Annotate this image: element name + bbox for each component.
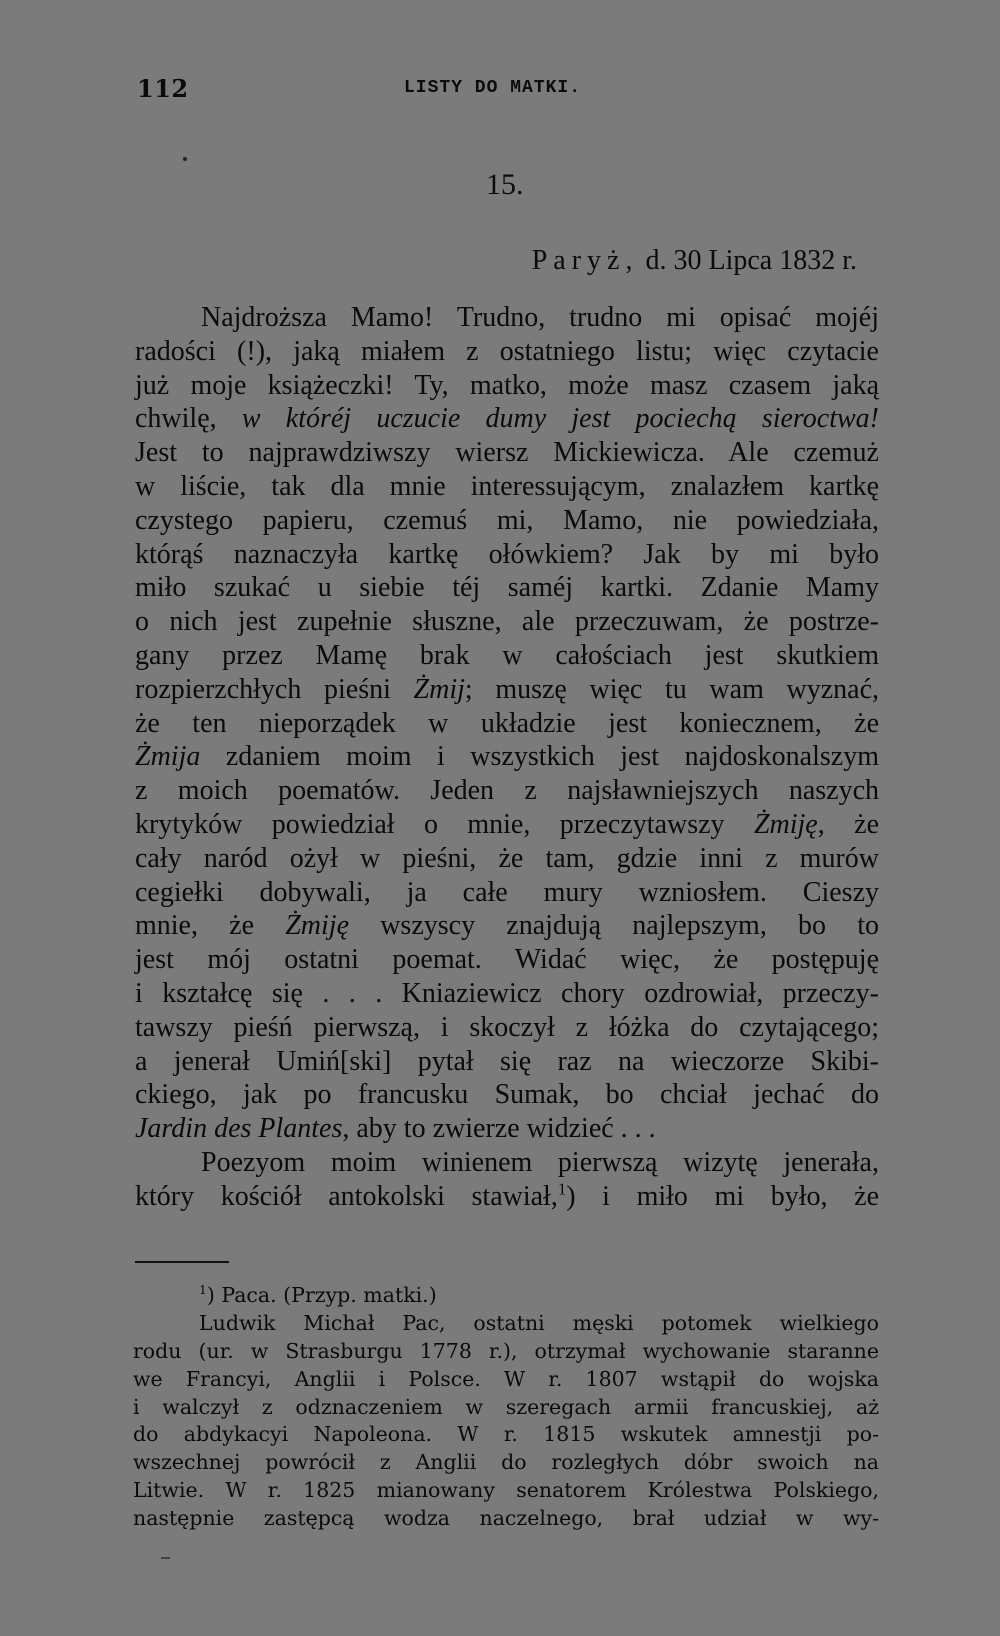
body-line	[135, 740, 879, 774]
text-segment: a jenerał Umiń[ski] pytał się raz na wieczorze Skibi-	[135, 1045, 879, 1077]
text-segment: Litwie. W r. 1825 mianowany senatorem Królestwa Polskiego,	[133, 1478, 879, 1503]
text-segment: ) i miło mi było, że	[566, 1180, 879, 1212]
text-segment: cegiełki dobywali, ja całe mury wzniosłem. Cieszy	[135, 876, 879, 908]
text-segment: krytyków powiedział o mnie, przeczytawszy	[135, 808, 754, 840]
text-segment: gany przez Mamę brak w całościach jest skutkiem	[135, 639, 879, 671]
page-header	[137, 74, 879, 104]
footnote-marker: 1	[557, 1179, 567, 1199]
text-segment: o nich jest zupełnie słuszne, ale przeczuwam, że postrze-	[135, 606, 879, 638]
text-segment: z moich poematów. Jeden z najsławniejszych naszych	[135, 775, 879, 807]
body-line	[135, 909, 879, 943]
text-segment: wszyscy znajdują najlepszym, bo to	[349, 910, 879, 942]
body-line	[135, 1146, 879, 1180]
text-segment: wszechnej powrócił z Anglii do rozległych dóbr swoich na	[133, 1450, 879, 1475]
text-segment: chwilę,	[135, 403, 242, 435]
text-segment: Ludwik Michał Pac, ostatni męski potomek wielkiego	[199, 1310, 879, 1335]
text-segment: w liście, tak dla mnie interessującym, znalazłem kartkę	[135, 470, 879, 502]
text-segment: że ten nieporządek w układzie jest koniecznem, że	[135, 707, 879, 739]
body-line	[135, 808, 879, 842]
text-segment: cały naród ożył w pieśni, że tam, gdzie inni z murów	[135, 842, 879, 874]
letter-place: Paryż,	[531, 245, 639, 276]
body-line	[135, 673, 879, 707]
italic-text: w któréj uczucie dumy jest pociechą sieroctwa!	[241, 403, 879, 435]
text-segment: radości (!), jaką miałem z ostatniego listu; więc czytacie	[135, 335, 879, 367]
text-segment: którąś naznaczyła kartkę ołówkiem? Jak by mi było	[135, 538, 879, 570]
text-segment: ckiego, jak po francusku Sumak, bo chciał jechać do	[135, 1079, 879, 1111]
body-line	[135, 876, 879, 910]
print-mark	[161, 1557, 170, 1559]
letter-number: 15.	[486, 168, 524, 201]
text-segment: następnie zastępcą wodza naczelnego, brał udział w wy-	[133, 1506, 879, 1531]
body-line	[135, 639, 879, 673]
body-line	[135, 707, 879, 741]
body-line	[135, 774, 879, 808]
text-segment: Jest to najprawdziwszy wiersz Mickiewicza. Ale czemuż	[135, 437, 879, 469]
body-line	[135, 402, 879, 436]
body-line	[135, 504, 879, 538]
print-speck	[183, 157, 187, 161]
text-segment: który kościół antokolski stawiał,	[135, 1180, 558, 1212]
text-segment: zdaniem moim i wszystkich jest najdoskonalszym	[200, 741, 879, 773]
text-segment: tawszy pieśń pierwszą, i skoczył z łóżka do czytającego;	[135, 1011, 879, 1043]
footnote-line	[133, 1366, 879, 1394]
page-number: 112	[137, 74, 189, 103]
text-segment: rodu (ur. w Strasburgu 1778 r.), otrzymał wychowanie staranne	[133, 1338, 879, 1363]
letter-date: d. 30 Lipca 1832 r.	[638, 245, 857, 276]
text-segment: we Francyi, Anglii i Polsce. W r. 1807 wstąpił do wojska	[133, 1366, 879, 1391]
footnote-line	[133, 1338, 879, 1366]
text-segment: miło szukać u siebie téj saméj kartki. Zdanie Mamy	[135, 572, 879, 604]
footnote-line	[133, 1421, 879, 1449]
text-segment: ; muszę więc tu wam wyznać,	[464, 673, 879, 705]
body-line	[135, 335, 879, 369]
footnote-line	[133, 1394, 879, 1422]
text-segment: Poezyom moim winienem pierwszą wizytę jenerała,	[201, 1146, 879, 1178]
body-line	[135, 1045, 879, 1079]
text-segment: rozpierzchłych pieśni	[135, 673, 414, 705]
italic-text: Żmiję	[753, 808, 818, 840]
footnotes	[133, 1282, 879, 1533]
body-line	[135, 369, 879, 403]
text-segment: , że	[817, 808, 879, 840]
italic-text: Jardin des Plantes	[135, 1113, 343, 1145]
running-head: LISTY DO MATKI.	[404, 78, 582, 98]
footnote-line	[133, 1477, 879, 1505]
footnote-line	[133, 1282, 879, 1310]
body-line	[135, 605, 879, 639]
body-line	[135, 977, 879, 1011]
body-line	[135, 943, 879, 977]
text-segment: ) Paca. (Przyp. matki.)	[206, 1283, 437, 1307]
text-segment: czystego papieru, czemuś mi, Mamo, nie powiedziała,	[135, 504, 879, 536]
text-segment: mnie, że	[135, 910, 286, 942]
text-segment: już moje książeczki! Ty, matko, może masz czasem jaką	[135, 369, 879, 401]
text-segment: jest mój ostatni poemat. Widać więc, że postępuję	[135, 944, 879, 976]
text-segment: do abdykacyi Napoleona. W r. 1815 wskutek amnestji po-	[133, 1422, 879, 1447]
body-line	[135, 842, 879, 876]
footnote-line	[133, 1505, 879, 1533]
footnote-marker: 1	[199, 1283, 207, 1298]
text-segment: i kształcę się . . . Kniaziewicz chory ozdrowiał, przeczy-	[135, 977, 879, 1009]
body-line	[135, 436, 879, 470]
text-segment: i walczył z odznaczeniem w szeregach armii francuskiej, aż	[133, 1394, 879, 1419]
body-line	[135, 571, 879, 605]
footnote-line	[133, 1449, 879, 1477]
text-segment: Najdroższa Mamo! Trudno, trudno mi opisać mojéj	[201, 302, 879, 333]
footnote-line	[133, 1310, 879, 1338]
letter-dateline	[532, 245, 857, 277]
letter-body	[135, 301, 879, 1214]
body-line	[135, 1011, 879, 1045]
body-line	[135, 1180, 879, 1214]
body-line	[135, 1112, 879, 1146]
italic-text: Żmij	[413, 673, 465, 705]
body-line	[135, 1078, 879, 1112]
footnote-separator	[135, 1261, 229, 1263]
body-line	[135, 470, 879, 504]
text-segment: , aby to zwierze widzieć . . .	[342, 1113, 656, 1145]
italic-text: Żmiję	[285, 910, 350, 942]
body-line	[135, 301, 879, 335]
body-line	[135, 538, 879, 572]
italic-text: Żmija	[135, 741, 201, 773]
